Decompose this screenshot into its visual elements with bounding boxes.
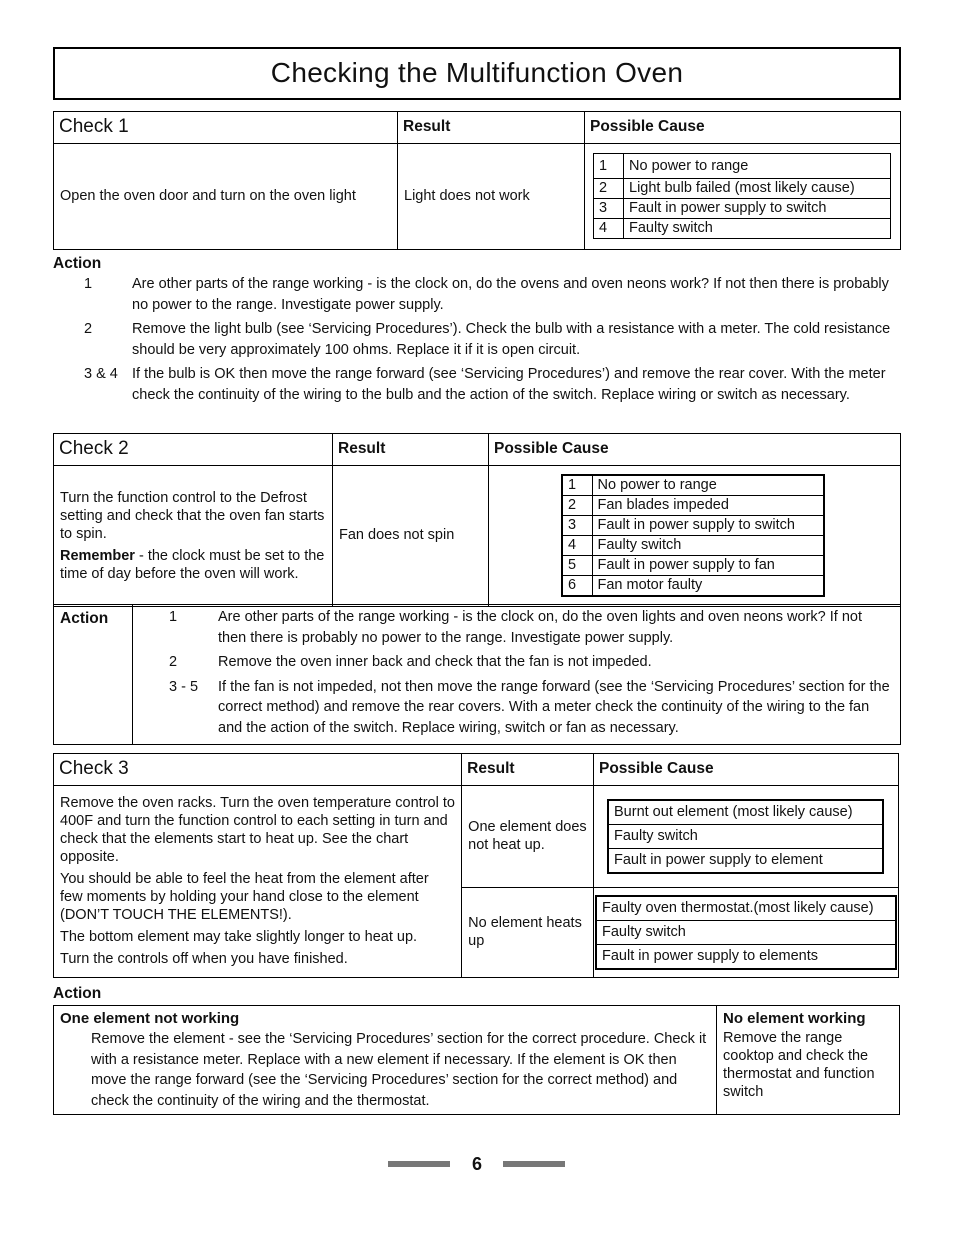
check3-causes-a-table	[607, 799, 884, 874]
check1-result-header: Result	[398, 112, 585, 144]
check1-cause-header: Possible Cause	[585, 112, 901, 144]
page-title-box	[53, 47, 901, 100]
cause-row	[594, 179, 891, 199]
action-item	[169, 652, 894, 673]
no-element-header: No element working	[723, 1010, 866, 1027]
cause-text: Faulty switch	[596, 921, 896, 945]
check2-cause-header: Possible Cause	[489, 434, 901, 466]
check1-header: Check 1	[54, 112, 398, 144]
cause-text: Fault in power supply to element	[608, 849, 883, 873]
cause-text: Fault in power supply to switch	[624, 199, 891, 219]
check2-header: Check 2	[54, 434, 333, 466]
cause-text: Fault in power supply to elements	[596, 945, 896, 969]
check3-cause-header: Possible Cause	[594, 754, 899, 786]
check2-check-cell	[54, 465, 333, 606]
check2-causes-cell	[489, 465, 901, 606]
check3-result-b: No element heats up	[462, 887, 594, 977]
check2-action-label: Action	[54, 605, 133, 745]
cause-text: Fan motor faulty	[592, 576, 824, 597]
cause-row	[562, 556, 824, 576]
cause-text: Fan blades impeded	[592, 496, 824, 516]
check1-causes-cell	[585, 143, 901, 249]
check2-action-table	[53, 604, 901, 745]
check2-causes-table	[561, 474, 825, 597]
check1-check-text: Open the oven door and turn on the oven light	[54, 143, 398, 249]
cause-text: Fault in power supply to switch	[592, 516, 824, 536]
action-text: Are other parts of the range working - is the clock on, do the oven lights and oven neons work? If not then there is probably no power to the range. Investigate power supply.	[218, 609, 863, 646]
check2-result-text: Fan does not spin	[333, 465, 489, 606]
action-text: Remove the light bulb (see ‘Servicing Procedures’). Check the bulb with a resistance with a meter. The cold resistance should be very approximately 100 ohms. Replace it if it is open circuit.	[132, 321, 891, 358]
check3-action-label: Action	[53, 985, 102, 1002]
action-text: If the bulb is OK then move the range forward (see ‘Servicing Procedures’) and remove the rear cover. With the meter check the continuity of the wiring to the bulb and the action of the switch. Replace wiring or switch as necessary.	[132, 366, 886, 403]
action-item	[169, 677, 894, 739]
action-text: Are other parts of the range working - is the clock on, do the ovens and oven neons work? If not then there is probably no power to the range. Investigate power supply.	[132, 276, 889, 313]
action-num: 2	[84, 321, 93, 337]
check3-para: You should be able to feel the heat from the element after few moments by holding your hand close to the element (DON’T TOUCH THE ELEMENTS!).	[60, 871, 429, 924]
cause-num: 1	[562, 475, 592, 496]
cause-text: Faulty oven thermostat.(most likely cause)	[596, 896, 896, 921]
check2-check-text: Turn the function control to the Defrost setting and check that the oven fan starts to spin.	[60, 489, 325, 542]
action-item	[84, 274, 896, 315]
check1-action-list	[84, 274, 896, 409]
cause-row	[594, 199, 891, 219]
action-item	[84, 319, 896, 360]
cause-text: Light bulb failed (most likely cause)	[624, 179, 891, 199]
cause-row	[608, 800, 883, 825]
check2-action-list	[133, 605, 901, 745]
cause-row	[562, 475, 824, 496]
check3-causes-a-cell	[594, 785, 899, 887]
action-item	[84, 364, 896, 405]
cause-row	[596, 921, 896, 945]
check2-result-header: Result	[333, 434, 489, 466]
page-title: Checking the Multifunction Oven	[270, 57, 684, 88]
check2-table	[53, 433, 901, 607]
cause-row	[596, 896, 896, 921]
check3-table	[53, 753, 899, 978]
check3-para: Remove the oven racks. Turn the oven temperature control to 400F and turn the function control to each setting in turn and check that the elements start to heat up. See the chart opposite.	[60, 795, 455, 866]
cause-row	[608, 849, 883, 873]
cause-text: No power to range	[624, 154, 891, 179]
check3-para: Turn the controls off when you have finished.	[60, 951, 348, 968]
cause-num: 6	[562, 576, 592, 597]
cause-num: 4	[594, 219, 624, 239]
cause-text: No power to range	[592, 475, 824, 496]
check1-result-text: Light does not work	[398, 143, 585, 249]
action-num: 3 - 5	[169, 678, 199, 695]
no-element-cell	[717, 1006, 900, 1115]
cause-text: Faulty switch	[608, 825, 883, 849]
check2-remember-text: - the clock must be set to the time of day before the oven will work.	[60, 547, 325, 582]
cause-num: 1	[594, 154, 624, 179]
action-num: 3 & 4	[84, 366, 118, 382]
cause-row	[562, 536, 824, 556]
cause-row	[562, 576, 824, 597]
check2-remember-note	[60, 547, 326, 583]
cause-num: 3	[594, 199, 624, 219]
check1-table	[53, 111, 901, 250]
page-number: 6	[471, 1154, 482, 1174]
cause-num: 5	[562, 556, 592, 576]
cause-row	[594, 219, 891, 239]
cause-row	[608, 825, 883, 849]
check3-action-table	[53, 1005, 900, 1115]
cause-num: 3	[562, 516, 592, 536]
check3-causes-b-table	[595, 895, 897, 970]
one-element-text: Remove the element - see the ‘Servicing Procedures’ section for the correct procedure. Check it with a resistance meter. Replace with a new element if necessary. If the element is OK then move the range forward (see the ‘Servicing Procedures’ section for the correct method) and check the continuity of the wiring and the thermostat.	[91, 1031, 707, 1109]
one-element-cell	[54, 1006, 717, 1115]
cause-row	[562, 516, 824, 536]
action-text: Remove the oven inner back and check that the fan is not impeded.	[218, 654, 652, 670]
check3-para: The bottom element may take slightly longer to heat up.	[60, 929, 418, 946]
action-num: 1	[84, 276, 93, 292]
action-num: 1	[169, 609, 178, 625]
check3-result-a: One element does not heat up.	[462, 785, 594, 887]
check3-result-header: Result	[462, 754, 594, 786]
cause-num: 4	[562, 536, 592, 556]
cause-row	[562, 496, 824, 516]
action-num: 2	[169, 654, 178, 670]
check3-causes-b-cell	[594, 887, 899, 977]
cause-text: Burnt out element (most likely cause)	[608, 800, 883, 825]
check1-action-label: Action	[53, 255, 102, 272]
page-number-bar-right	[503, 1161, 565, 1167]
cause-text: Fault in power supply to fan	[592, 556, 824, 576]
no-element-text: Remove the range cooktop and check the thermostat and function switch	[723, 1030, 875, 1100]
check3-header: Check 3	[54, 754, 462, 786]
action-item	[169, 607, 894, 648]
one-element-header: One element not working	[60, 1010, 240, 1027]
cause-num: 2	[562, 496, 592, 516]
cause-text: Faulty switch	[592, 536, 824, 556]
cause-row	[594, 154, 891, 179]
cause-row	[596, 945, 896, 969]
check1-causes-table	[593, 153, 891, 239]
cause-text: Faulty switch	[624, 219, 891, 239]
check3-check-cell	[54, 785, 462, 977]
cause-num: 2	[594, 179, 624, 199]
check2-remember-bold: Remember	[60, 547, 135, 564]
action-text: If the fan is not impeded, not then move the range forward (see the ‘Servicing Procedures’ section for the correct method) and remove the rear covers. With a meter check the continuity of the wiring to the fan and the action of the switch. Replace wiring, switch or fan as necessary.	[218, 678, 890, 736]
